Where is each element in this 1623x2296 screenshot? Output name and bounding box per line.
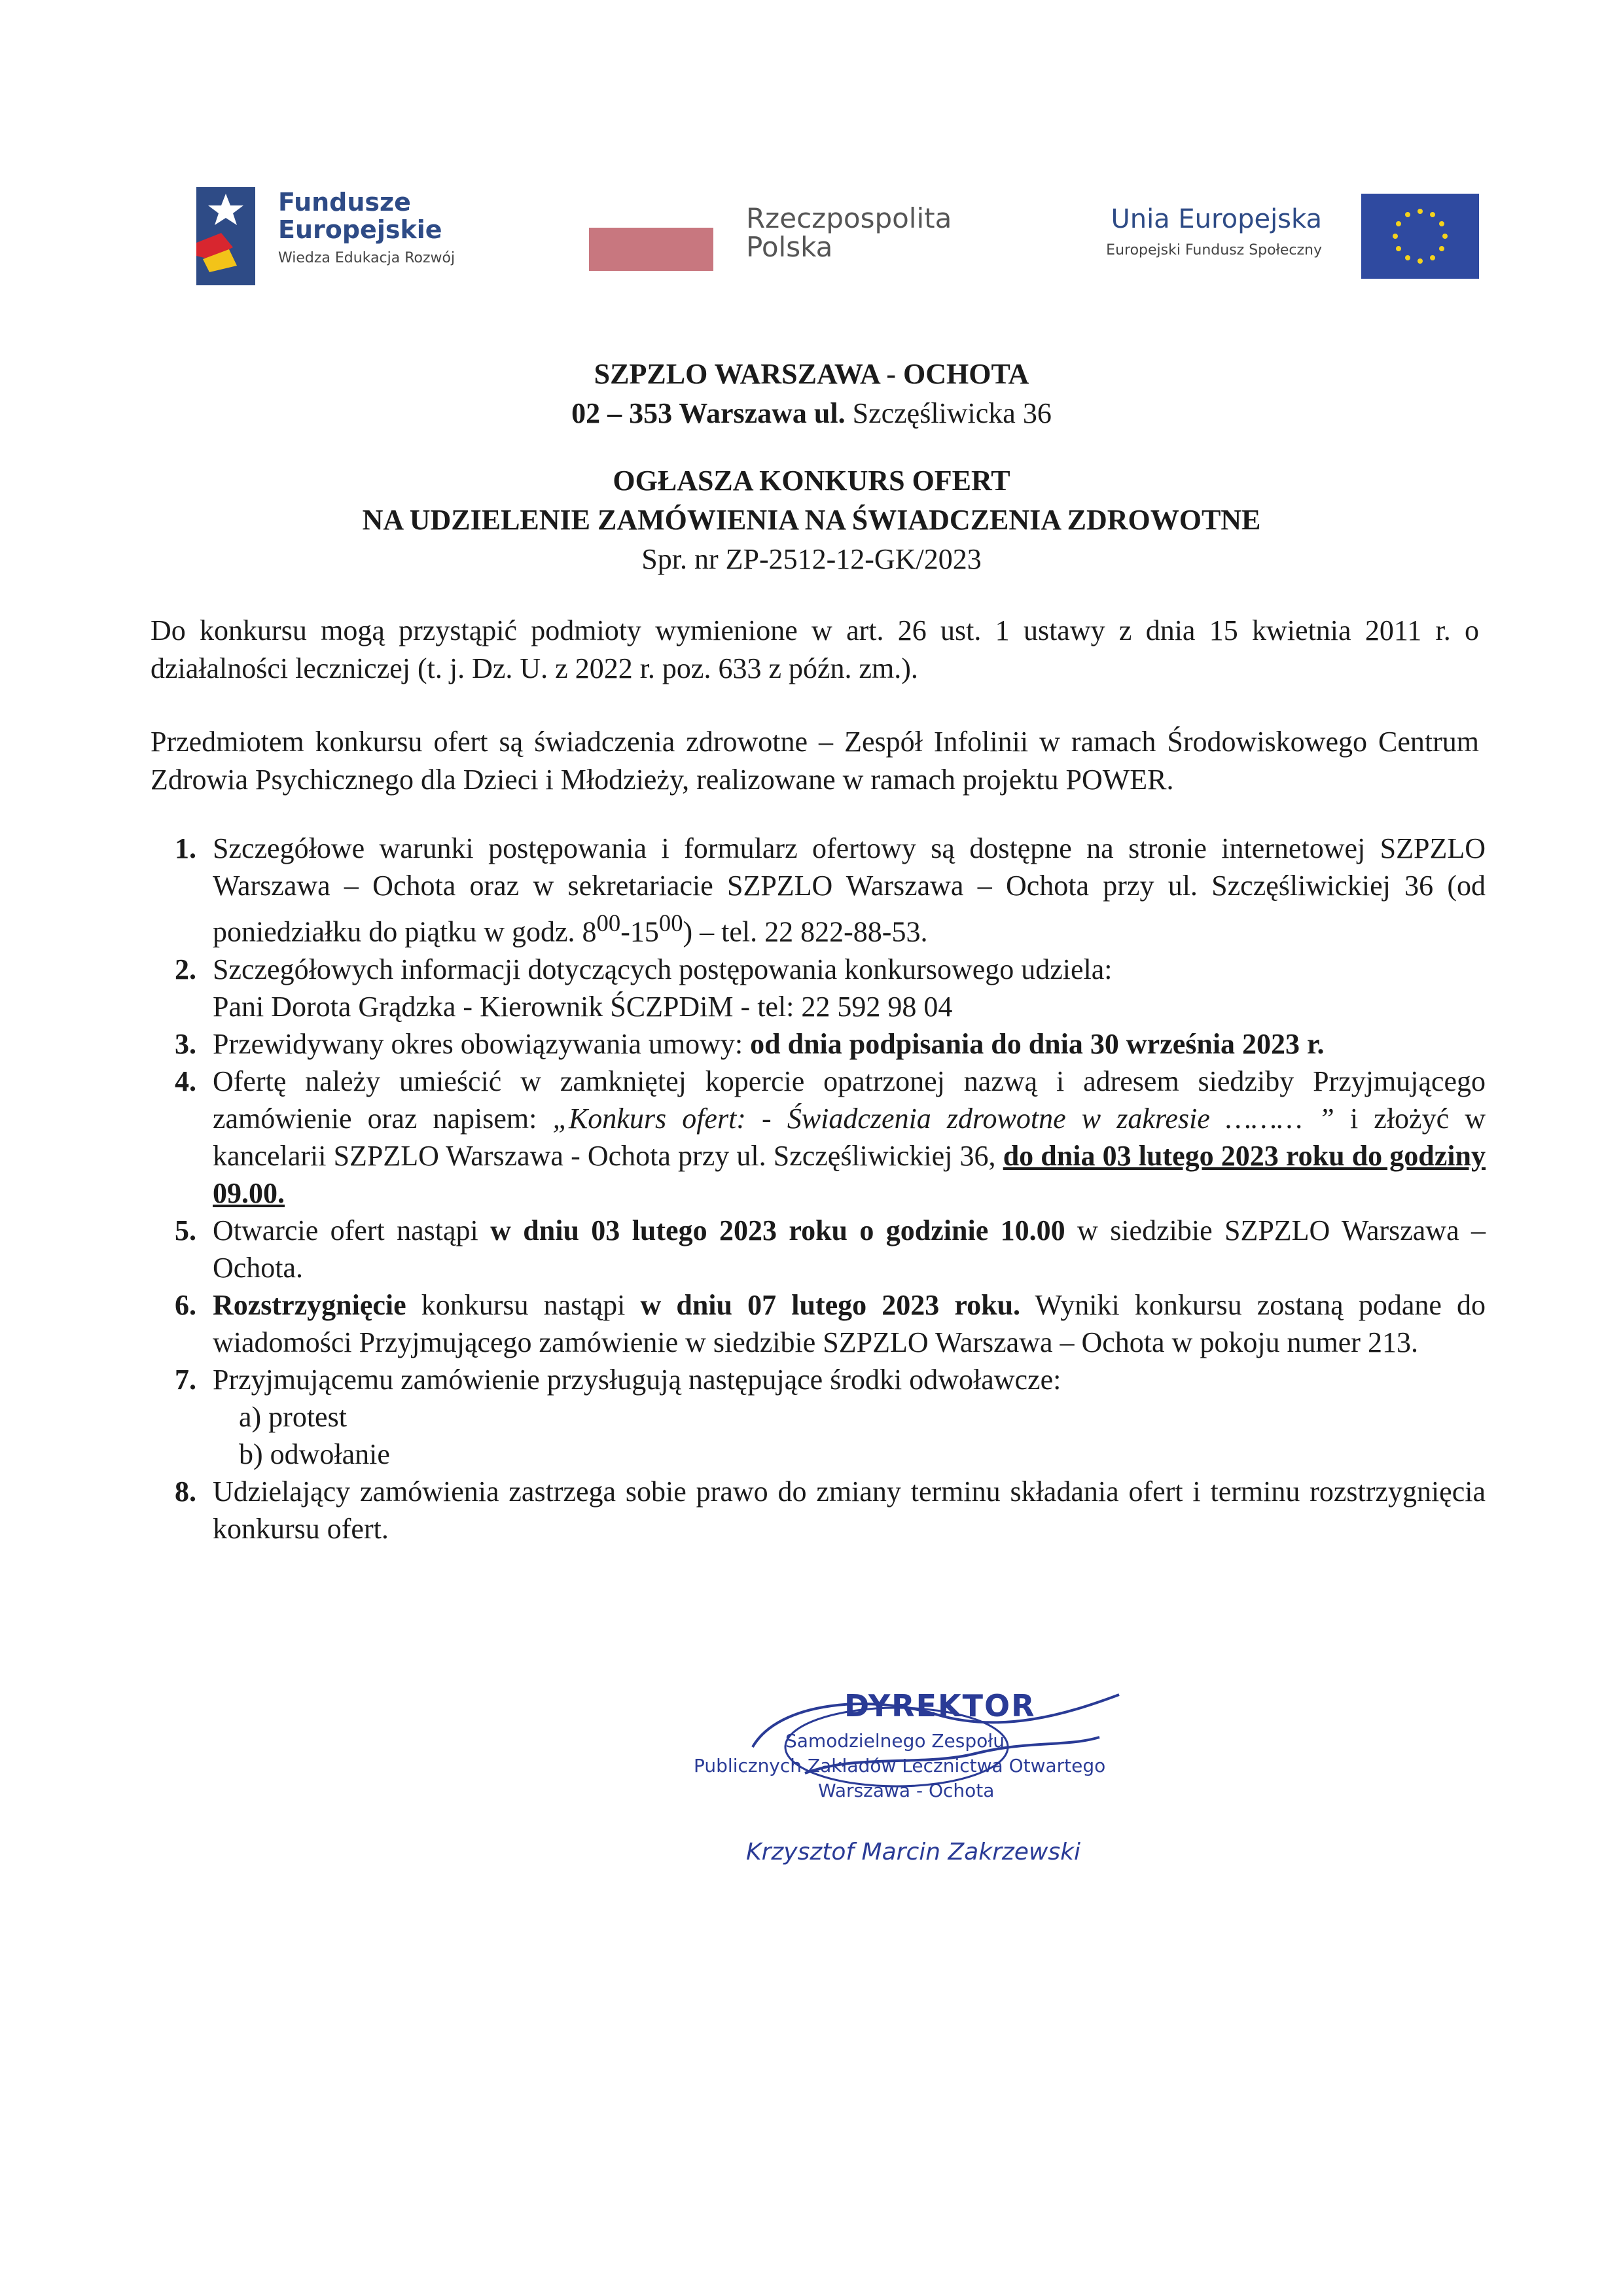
ue-subtitle: Europejski Fundusz Społeczny [1106, 242, 1322, 258]
item-number: 7. [175, 1363, 196, 1396]
title-line-1: OGŁASZA KONKURS OFERT [613, 465, 1010, 497]
item-3-text: Przewidywany okres obowiązywania umowy: [213, 1027, 751, 1060]
fe-line1: Fundusze [278, 188, 411, 217]
list-item [151, 951, 1486, 1025]
rzeczpospolita-polska-text [746, 204, 995, 262]
item-number: 8. [175, 1475, 196, 1508]
item-number: 2. [175, 953, 196, 985]
item-4-text: Ofertę należy umieścić w zamkniętej kopercie opatrzonej nazwą i adresem siedziby Przyjmującego zamówienie oraz napisem: [213, 1065, 1486, 1135]
rp-line2: Polska [746, 231, 833, 263]
list-item [151, 1063, 1486, 1212]
item-4-text-2: i złożyć w kancelarii SZPZLO Warszawa - Ochota przy ul. Szczęśliwickiej 36, [213, 1102, 1486, 1172]
contract-period: od dnia podpisania do dnia 30 września 2023 r. [750, 1027, 1325, 1060]
item-1-text: Szczegółowe warunki postępowania i formularz ofertowy są dostępne na stronie internetowej SZPZLO Warszawa – Ochota oraz w sekretariacie SZPZLO Warszawa – Ochota przy ul. Szczęśliwickiej 36 (od poniedziałku do piątku w godz. 8 [213, 832, 1486, 948]
intro-paragraph-1: Do konkursu mogą przystąpić podmioty wymienione w art. 26 ust. 1 ustawy z dnia 15 kwietnia 2011 r. o działalności leczniczej (t. j. Dz. U. z 2022 r. poz. 633 z późn. zm.). [151, 614, 1479, 684]
polish-flag-icon [589, 228, 713, 271]
organization-address [0, 394, 1623, 433]
item-1-mid: -15 [620, 915, 659, 948]
ue-name: Unia Europejska [1111, 204, 1322, 234]
list-item [151, 1286, 1486, 1361]
director-stamp [694, 1682, 1165, 1865]
list-item [151, 830, 1486, 951]
rp-line1: Rzeczpospolita [746, 202, 952, 234]
eu-flag-icon [1361, 194, 1479, 279]
fe-line2: Europejskie [278, 215, 442, 244]
item-number: 3. [175, 1027, 196, 1060]
remedy-appeal: b) odwołanie [239, 1438, 390, 1470]
hour-sup-1: 00 [596, 910, 621, 936]
submission-deadline: do dnia 03 lutego 2023 roku do godziny 09.00. [213, 1139, 1486, 1209]
opening-date: w dniu 03 lutego 2023 roku o godzinie 10.00 [490, 1214, 1065, 1246]
director-name: Krzysztof Marcin Zakrzewski [746, 1839, 1080, 1865]
item-2-line-2: Pani Dorota Grądzka - Kierownik ŚCZPDiM - tel: 22 592 98 04 [213, 990, 953, 1023]
stamp-line-1: Samodzielnego Zespołu [785, 1730, 1005, 1752]
item-7-text: Przyjmującemu zamówienie przysługują następujące środki odwoławcze: [213, 1363, 1061, 1396]
item-number: 5. [175, 1214, 196, 1246]
organization-name: SZPZLO WARSZAWA - OCHOTA [594, 358, 1029, 390]
resolution-label: Rozstrzygnięcie [213, 1288, 406, 1321]
resolution-date: w dniu 07 lutego 2023 roku. [640, 1288, 1021, 1321]
stamp-line-2: Publicznych Zakładów Lecznictwa Otwartego [694, 1755, 1106, 1776]
list-item [151, 1025, 1486, 1063]
address-street: Szczęśliwicka 36 [845, 397, 1052, 429]
stamp-title: DYREKTOR [844, 1688, 1036, 1723]
item-6-text: konkursu nastąpi [406, 1288, 641, 1321]
fundusze-europejskie-logo-icon [196, 187, 255, 285]
stamp-line-3: Warszawa - Ochota [818, 1780, 995, 1801]
reference-number: Spr. nr ZP-2512-12-GK/2023 [641, 543, 982, 575]
item-5-text: Otwarcie ofert nastąpi [213, 1214, 491, 1246]
address-bold: 02 – 353 Warszawa ul. [571, 397, 846, 429]
conditions-list [151, 830, 1486, 1547]
item-1-end: ) – tel. 22 822-88-53. [683, 915, 928, 948]
logo-strip [196, 175, 1479, 306]
item-2-line-1: Szczegółowych informacji dotyczących postępowania konkursowego udziela: [213, 953, 1113, 985]
intro-paragraph-2: Przedmiotem konkursu ofert są świadczenia zdrowotne – Zespół Infolinii w ramach Środowiskowego Centrum Zdrowia Psychicznego dla Dzieci i Młodzieży, realizowane w ramach projektu POWER. [151, 726, 1479, 796]
hour-sup-2: 00 [658, 910, 683, 936]
item-8-text: Udzielający zamówienia zastrzega sobie prawo do zmiany terminu składania ofert i terminu rozstrzygnięcia konkursu ofert. [213, 1475, 1486, 1545]
list-item [151, 1473, 1486, 1547]
fe-subtitle: Wiedza Edukacja Rozwój [278, 250, 455, 266]
title-line-2: NA UDZIELENIE ZAMÓWIENIA NA ŚWIADCZENIA ZDROWOTNE [362, 504, 1261, 536]
list-item [151, 1212, 1486, 1286]
item-number: 6. [175, 1288, 196, 1321]
item-6-text-2: Wyniki konkursu zostaną podane do wiadomości Przyjmującego zamówienie w siedzibie SZPZLO Warszawa – Ochota w pokoju numer 213. [213, 1288, 1486, 1358]
item-number: 4. [175, 1065, 196, 1097]
envelope-label: „Konkurs ofert: - Świadczenia zdrowotne w zakresie ……… ” [552, 1102, 1334, 1135]
item-number: 1. [175, 832, 196, 864]
unia-europejska-text [1047, 204, 1322, 258]
list-item [151, 1361, 1486, 1473]
fundusze-europejskie-text [278, 188, 455, 266]
item-5-text-2: w siedzibie SZPZLO Warszawa – Ochota. [213, 1214, 1486, 1284]
remedy-protest: a) protest [239, 1400, 347, 1433]
